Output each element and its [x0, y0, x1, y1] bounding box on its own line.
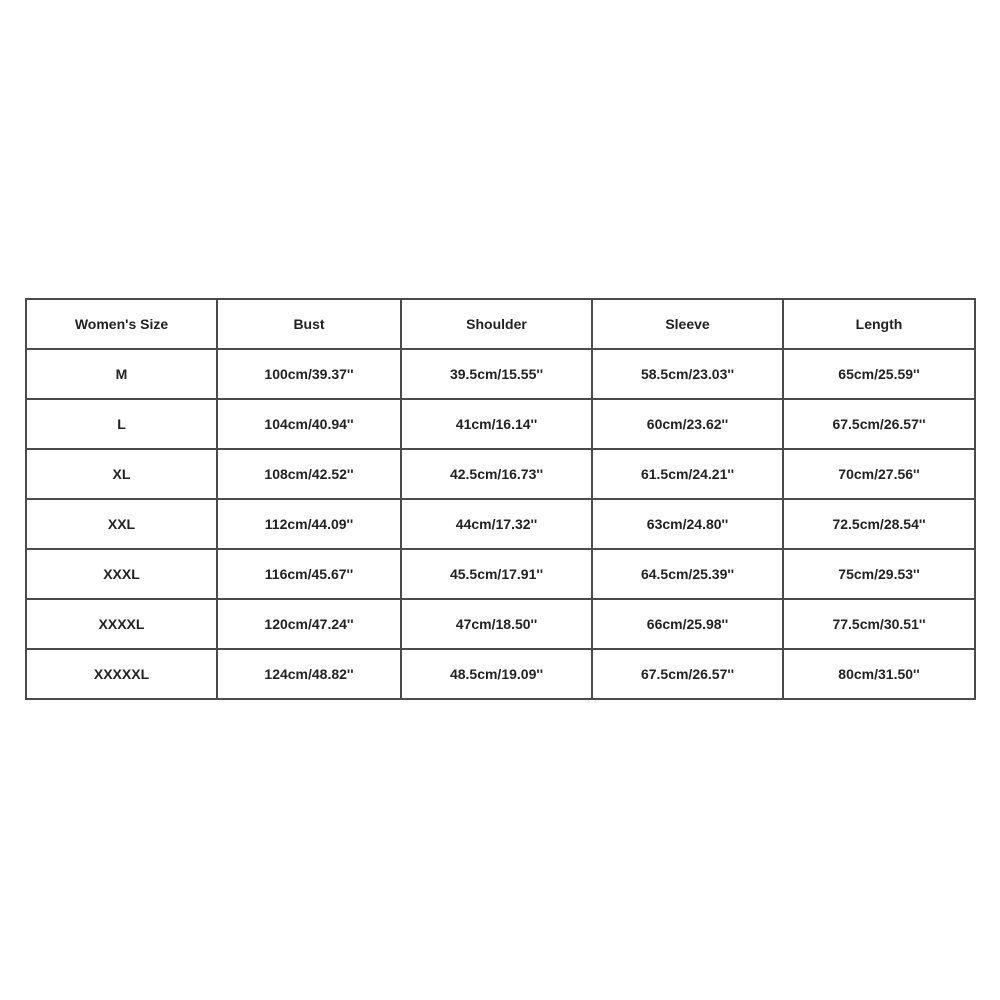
- sleeve-cell: 67.5cm/26.57'': [592, 649, 783, 699]
- length-cell: 77.5cm/30.51'': [783, 599, 975, 649]
- shoulder-cell: 48.5cm/19.09'': [401, 649, 592, 699]
- length-cell: 80cm/31.50'': [783, 649, 975, 699]
- length-cell: 75cm/29.53'': [783, 549, 975, 599]
- column-header-size: Women's Size: [26, 299, 217, 349]
- length-cell: 70cm/27.56'': [783, 449, 975, 499]
- shoulder-cell: 45.5cm/17.91'': [401, 549, 592, 599]
- size-cell: XXXL: [26, 549, 217, 599]
- length-cell: 72.5cm/28.54'': [783, 499, 975, 549]
- table-row: [26, 399, 975, 449]
- size-cell: XL: [26, 449, 217, 499]
- length-cell: 65cm/25.59'': [783, 349, 975, 399]
- header-row: [26, 299, 975, 349]
- shoulder-cell: 39.5cm/15.55'': [401, 349, 592, 399]
- shoulder-cell: 47cm/18.50'': [401, 599, 592, 649]
- column-header-sleeve: Sleeve: [592, 299, 783, 349]
- shoulder-cell: 44cm/17.32'': [401, 499, 592, 549]
- sleeve-cell: 60cm/23.62'': [592, 399, 783, 449]
- column-header-bust: Bust: [217, 299, 401, 349]
- table-row: [26, 499, 975, 549]
- column-header-shoulder: Shoulder: [401, 299, 592, 349]
- table-row: [26, 349, 975, 399]
- shoulder-cell: 42.5cm/16.73'': [401, 449, 592, 499]
- size-cell: XXXXXL: [26, 649, 217, 699]
- sleeve-cell: 58.5cm/23.03'': [592, 349, 783, 399]
- sleeve-cell: 61.5cm/24.21'': [592, 449, 783, 499]
- table-row: [26, 449, 975, 499]
- length-cell: 67.5cm/26.57'': [783, 399, 975, 449]
- table-row: [26, 649, 975, 699]
- size-chart-table: [25, 298, 976, 700]
- size-cell: M: [26, 349, 217, 399]
- bust-cell: 100cm/39.37'': [217, 349, 401, 399]
- shoulder-cell: 41cm/16.14'': [401, 399, 592, 449]
- bust-cell: 108cm/42.52'': [217, 449, 401, 499]
- size-cell: XXXXL: [26, 599, 217, 649]
- size-cell: L: [26, 399, 217, 449]
- bust-cell: 112cm/44.09'': [217, 499, 401, 549]
- bust-cell: 116cm/45.67'': [217, 549, 401, 599]
- sleeve-cell: 63cm/24.80'': [592, 499, 783, 549]
- column-header-length: Length: [783, 299, 975, 349]
- sleeve-cell: 64.5cm/25.39'': [592, 549, 783, 599]
- bust-cell: 104cm/40.94'': [217, 399, 401, 449]
- size-cell: XXL: [26, 499, 217, 549]
- sleeve-cell: 66cm/25.98'': [592, 599, 783, 649]
- bust-cell: 124cm/48.82'': [217, 649, 401, 699]
- table-row: [26, 549, 975, 599]
- table-row: [26, 599, 975, 649]
- bust-cell: 120cm/47.24'': [217, 599, 401, 649]
